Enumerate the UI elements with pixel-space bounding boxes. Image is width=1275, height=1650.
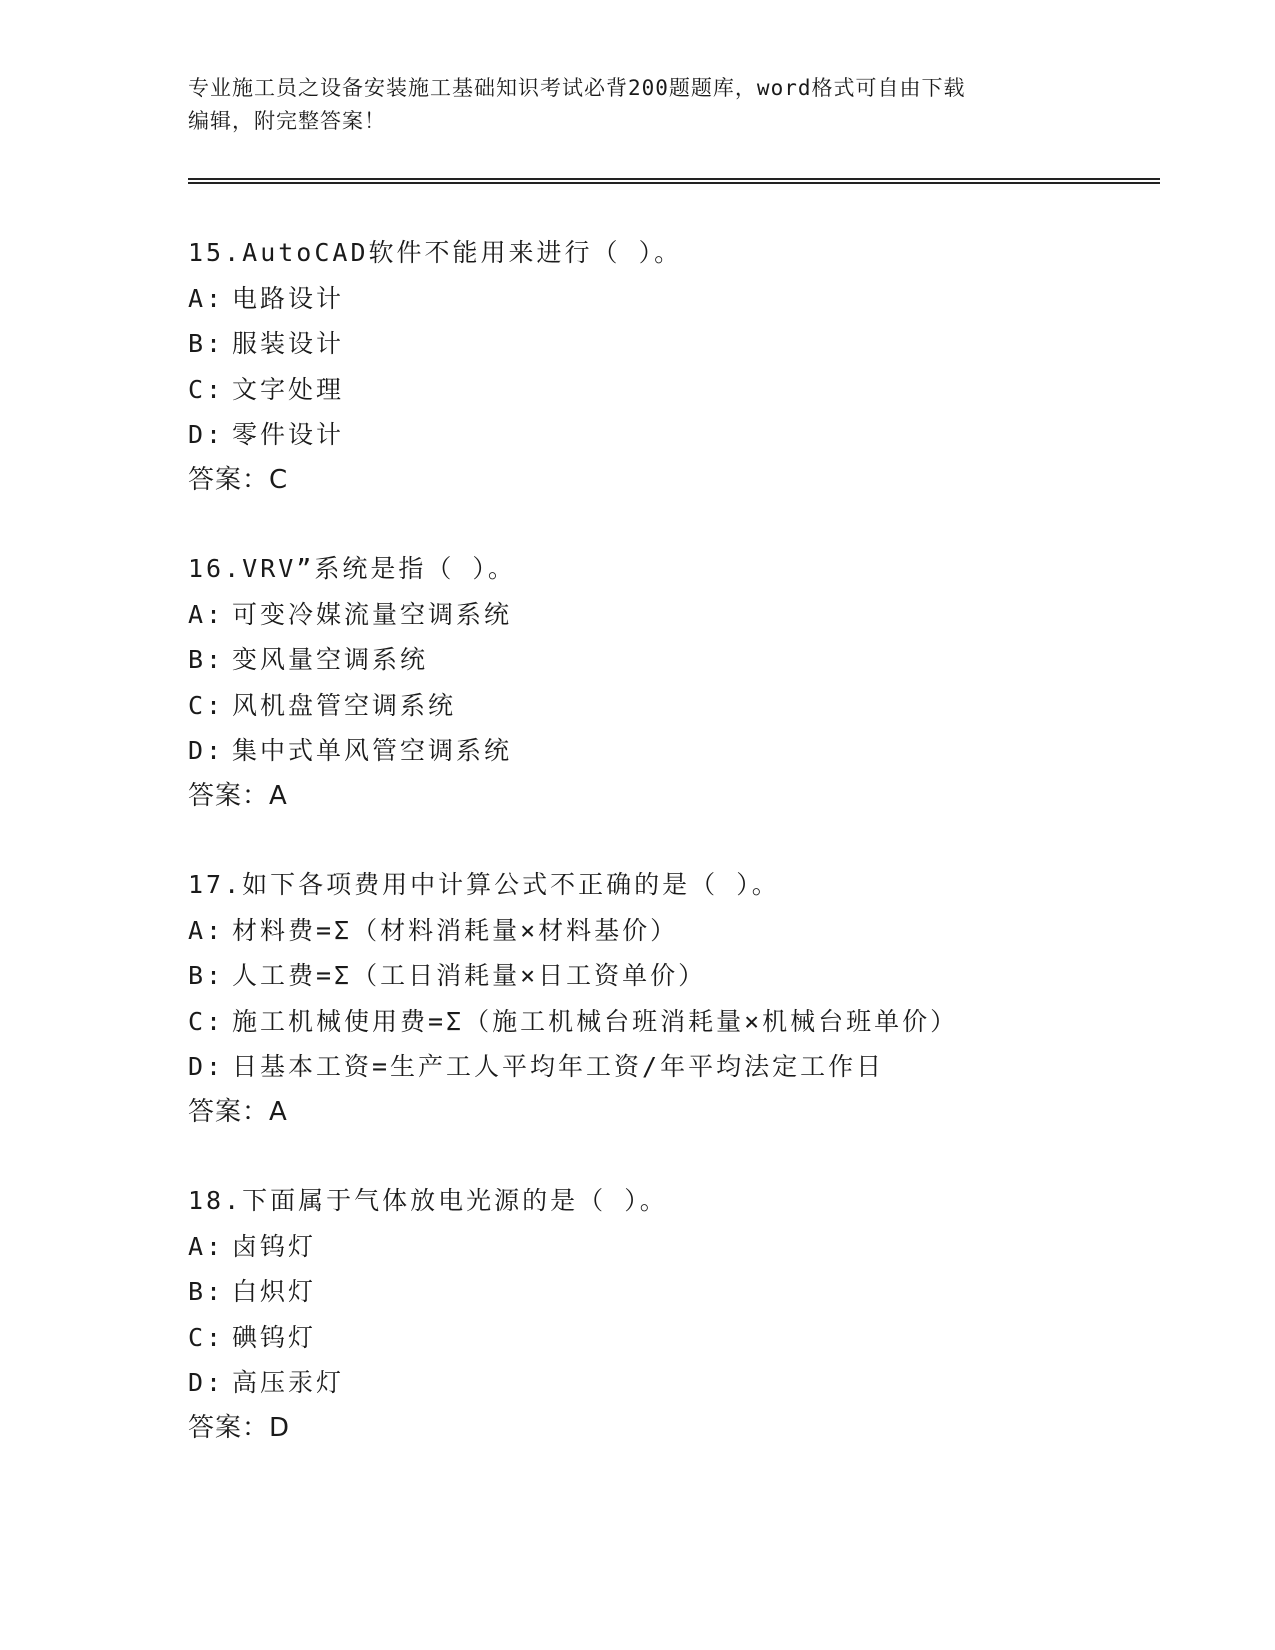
option-a [188, 908, 1188, 954]
question-block [188, 1178, 1188, 1451]
option-letter: A: [188, 283, 225, 313]
option-letter: A: [188, 915, 225, 945]
option-b [188, 1269, 1188, 1315]
option-letter: B: [188, 961, 225, 990]
option-text: 人工费=Σ（工日消耗量×日工资单价） [232, 961, 707, 990]
option-text: 碘钨灯 [232, 1322, 317, 1352]
question-text: 16.VRV”系统是指（ ）。 [188, 554, 516, 583]
option-letter: D: [188, 1052, 225, 1081]
option-b [188, 953, 1188, 999]
option-letter: C: [188, 374, 225, 404]
option-c [188, 999, 1188, 1045]
document-header [188, 72, 1088, 138]
question-block [188, 546, 1188, 819]
option-d [188, 728, 1188, 774]
option-c [188, 367, 1188, 413]
option-text: 白炽灯 [232, 1277, 317, 1306]
answer-text: 答案：A [188, 780, 288, 811]
option-d [188, 412, 1188, 458]
option-text: 高压汞灯 [232, 1368, 345, 1397]
option-letter: C: [188, 1006, 225, 1036]
option-d [188, 1044, 1188, 1090]
option-letter: C: [188, 1322, 225, 1352]
question-text: 15.AutoCAD软件不能用来进行（ ）。 [188, 238, 683, 267]
question-block [188, 862, 1188, 1135]
option-letter: D: [188, 1368, 225, 1397]
option-letter: A: [188, 599, 225, 629]
question-text: 17.如下各项费用中计算公式不正确的是（ ）。 [188, 870, 780, 899]
option-text: 变风量空调系统 [232, 645, 429, 674]
option-d [188, 1360, 1188, 1406]
option-letter: D: [188, 736, 225, 765]
option-letter: A: [188, 1231, 225, 1261]
option-b [188, 321, 1188, 367]
option-a [188, 276, 1188, 322]
option-letter: D: [188, 420, 225, 449]
option-c [188, 1315, 1188, 1361]
option-text: 日基本工资=生产工人平均年工资/年平均法定工作日 [232, 1052, 885, 1081]
option-letter: C: [188, 690, 225, 720]
option-text: 集中式单风管空调系统 [232, 736, 513, 765]
option-letter: B: [188, 645, 225, 674]
option-text: 文字处理 [232, 374, 345, 404]
option-a [188, 1224, 1188, 1270]
answer-text: 答案：D [188, 1412, 291, 1443]
option-letter: B: [188, 329, 225, 358]
question-text: 18.下面属于气体放电光源的是（ ）。 [188, 1186, 668, 1215]
header-title-line2: 编辑，附完整答案！ [188, 109, 386, 133]
header-divider [188, 178, 1160, 184]
answer-text: 答案：C [188, 464, 289, 495]
option-b [188, 637, 1188, 683]
option-text: 卤钨灯 [232, 1231, 317, 1261]
option-text: 电路设计 [232, 283, 345, 313]
option-text: 服装设计 [232, 329, 345, 358]
option-a [188, 592, 1188, 638]
option-text: 风机盘管空调系统 [232, 690, 457, 720]
option-text: 材料费=Σ（材料消耗量×材料基价） [232, 915, 679, 945]
question-block [188, 230, 1188, 503]
header-title-line1: 专业施工员之设备安装施工基础知识考试必背200题题库，word格式可自由下载 [188, 76, 966, 100]
option-text: 施工机械使用费=Σ（施工机械台班消耗量×机械台班单价） [232, 1006, 959, 1036]
answer-text: 答案：A [188, 1096, 288, 1127]
option-c [188, 683, 1188, 729]
option-text: 可变冷媒流量空调系统 [232, 599, 513, 629]
option-letter: B: [188, 1277, 225, 1306]
option-text: 零件设计 [232, 420, 345, 449]
